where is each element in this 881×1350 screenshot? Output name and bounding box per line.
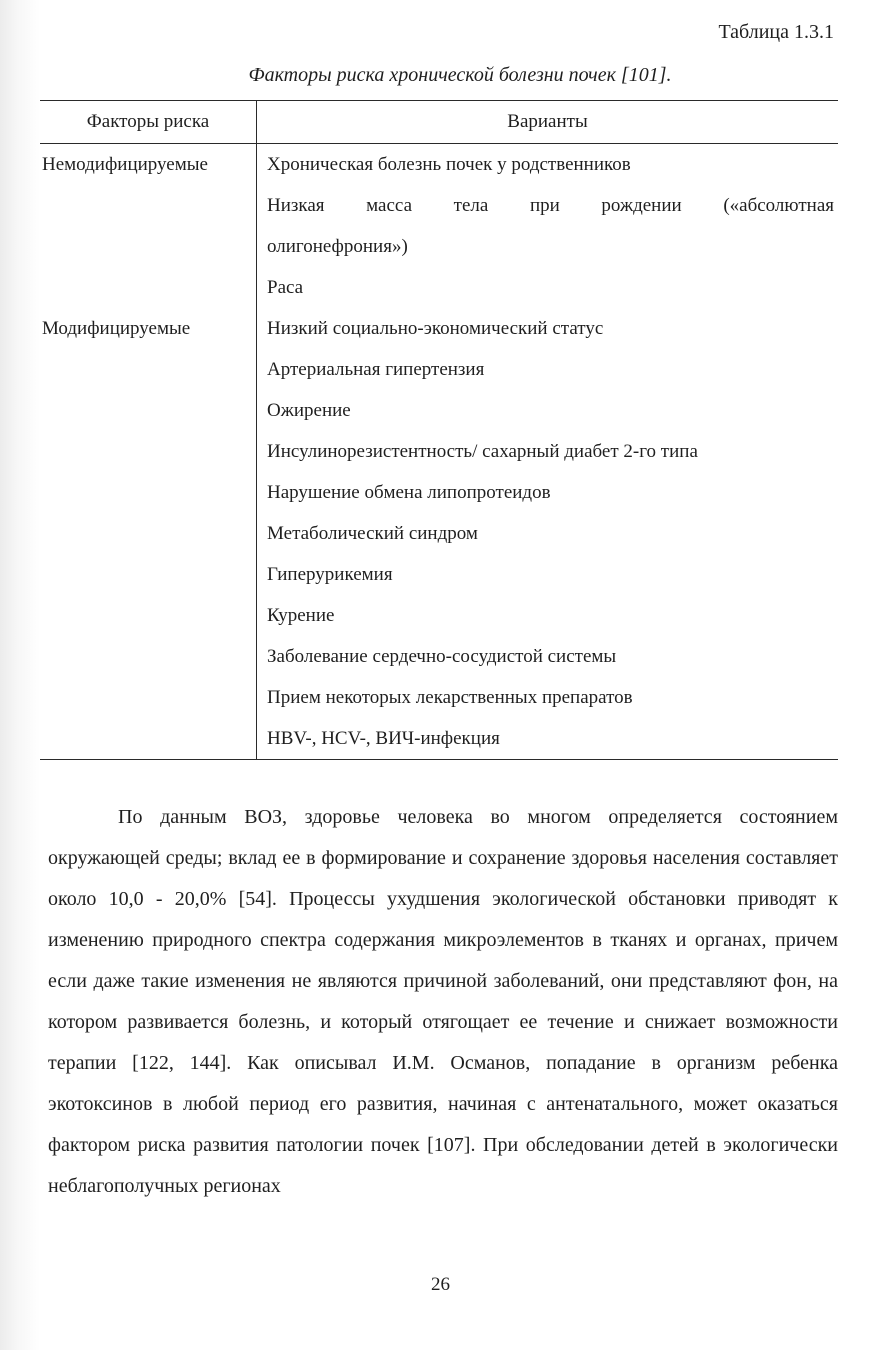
- table-cell-item: Курение: [267, 605, 335, 626]
- group-label-nonmodifiable: Немодифицируемые: [40, 144, 257, 308]
- table-cell-item: Ожирение: [267, 400, 351, 421]
- wrapped-line-1: Низкая масса тела при рождении («абсолютная: [267, 195, 834, 216]
- table-group-nonmodifiable: [40, 144, 838, 308]
- table-cell-item: Низкий социально-экономический статус: [267, 318, 604, 339]
- table-cell-item: Заболевание сердечно-сосудистой системы: [267, 646, 617, 667]
- table-header-factors: Факторы риска: [40, 101, 257, 143]
- page-number: 26: [431, 1274, 450, 1295]
- table-header-row: [40, 101, 838, 144]
- group-label-modifiable: Модифицируемые: [40, 308, 257, 759]
- table-cell-item-wrapped: [267, 185, 834, 267]
- wrapped-line-2: олигонефрония»): [267, 236, 408, 257]
- table-cell-item: HBV-, HCV-, ВИЧ-инфекция: [267, 728, 500, 749]
- table-header-variants: Варианты: [507, 111, 588, 132]
- group-items-modifiable: [257, 308, 838, 759]
- table-cell-item: Гиперурикемия: [267, 564, 393, 585]
- table-cell-item: Нарушение обмена липопротеидов: [267, 482, 551, 503]
- table-cell-item: Раса: [267, 277, 304, 298]
- table-cell-item: Прием некоторых лекарственных препаратов: [267, 687, 633, 708]
- table-number: Таблица 1.3.1: [718, 21, 834, 43]
- table-cell-item: Хроническая болезнь почек у родственников: [267, 154, 631, 175]
- table-caption: Факторы риска хронической болезни почек [101].: [248, 64, 672, 86]
- group-items-nonmodifiable: [257, 144, 838, 308]
- table-group-modifiable: [40, 308, 838, 759]
- table-cell-item: Артериальная гипертензия: [267, 359, 485, 380]
- table-cell-item: Метаболический синдром: [267, 523, 478, 544]
- risk-factors-table: [40, 100, 838, 760]
- body-paragraph: По данным ВОЗ, здоровье человека во многом определяется состоянием окружающей среды; вклад ее в формирование и сохранение здоровья населения составляет около 10,0 - 20,0% [54]. Процессы ухудшения экологической обстановки приводят к изменению природного спектра содержания микроэлементов в тканях и органах, причем если даже такие изменения не являются причиной заболеваний, они представляют фон, на котором развивается болезнь, и который отягощает ее течение и снижает возможности терапии [122, 144]. Как описывал И.М. Османов, попадание в организм ребенка экотоксинов в любой период его развития, начиная с антенатального, может оказаться фактором риска развития патологии почек [107]. При обследовании детей в экологически неблагополучных регионах: [48, 806, 838, 1197]
- table-cell-item: Инсулинорезистентность/ сахарный диабет 2-го типа: [267, 441, 698, 462]
